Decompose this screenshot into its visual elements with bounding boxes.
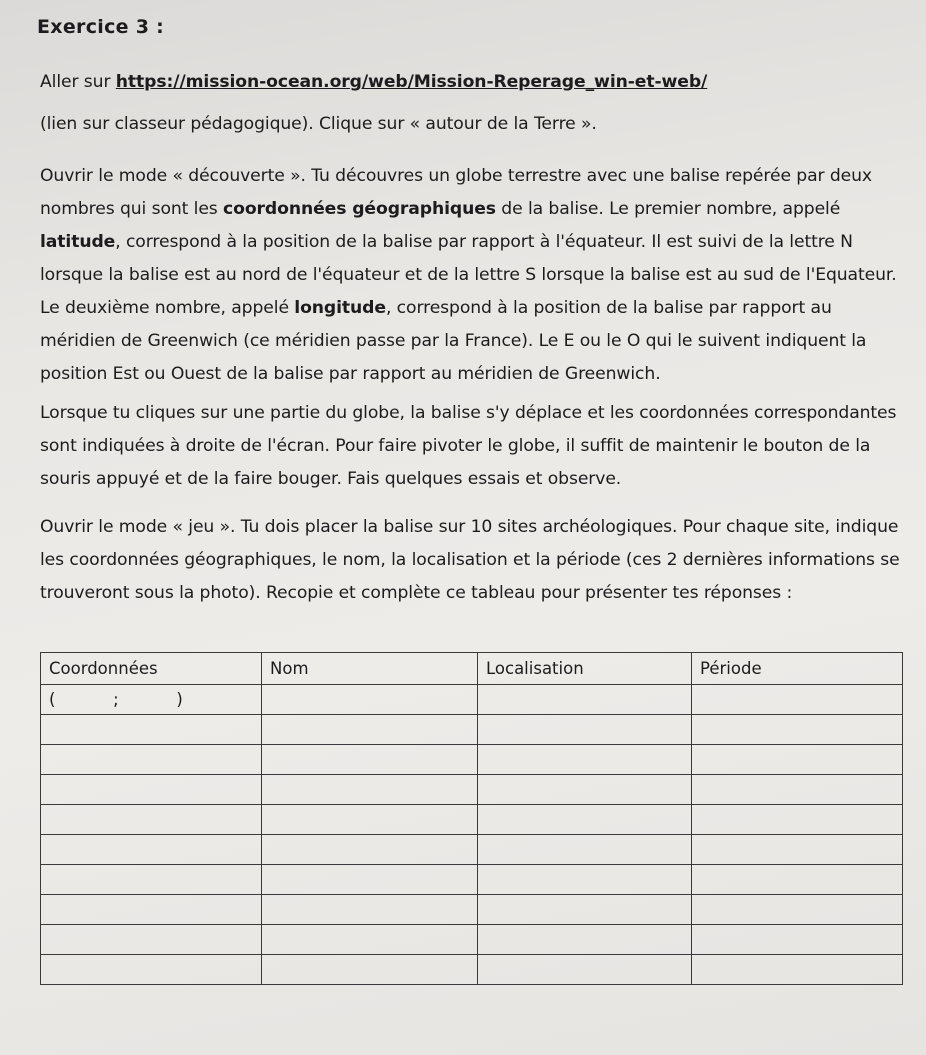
term-latitude: latitude (40, 232, 116, 252)
coordinates-cell[interactable]: ( ; ) (41, 685, 262, 715)
period-cell[interactable] (692, 685, 903, 715)
location-cell[interactable] (478, 865, 692, 895)
coordinates-cell[interactable] (41, 925, 262, 955)
name-cell[interactable] (262, 895, 478, 925)
discovery-text-3: , correspond à la position de la balise par rapport à l'équateur. Il est suivi de la lettre N lorsque la balise est au nord de l'équateur et de la lettre S lorsque la balise est au sud de l'Equateur. Le deuxième nombre, appelé (40, 232, 897, 318)
game-paragraph: Ouvrir le mode « jeu ». Tu dois placer la balise sur 10 sites archéologiques. Pour chaque site, indique les coordonnées géographiques, le nom, la localisation et la période (ces 2 dernières informations se trouveront sous la photo). Recopie et complète ce tableau pour présenter tes réponses : (40, 517, 900, 603)
period-cell[interactable] (692, 835, 903, 865)
table-row (41, 715, 903, 745)
header-coordinates: Coordonnées (41, 653, 262, 685)
exercise-title: Exercice 3 : (37, 16, 165, 38)
period-cell[interactable] (692, 865, 903, 895)
period-cell[interactable] (692, 775, 903, 805)
name-cell[interactable] (262, 835, 478, 865)
table-row (41, 955, 903, 985)
period-cell[interactable] (692, 745, 903, 775)
header-name: Nom (262, 653, 478, 685)
coordinates-cell[interactable] (41, 835, 262, 865)
table-header-row (41, 653, 903, 685)
location-cell[interactable] (478, 835, 692, 865)
period-cell[interactable] (692, 715, 903, 745)
period-cell[interactable] (692, 955, 903, 985)
intro-line (40, 66, 906, 99)
mission-ocean-link[interactable]: https://mission-ocean.org/web/Mission-Reperage_win-et-web/ (115, 72, 708, 92)
table-row (41, 865, 903, 895)
location-cell[interactable] (478, 715, 692, 745)
name-cell[interactable] (262, 685, 478, 715)
table-row (41, 805, 903, 835)
table-body (41, 685, 903, 985)
location-cell[interactable] (478, 775, 692, 805)
name-cell[interactable] (262, 955, 478, 985)
table-row (41, 745, 903, 775)
location-cell[interactable] (478, 805, 692, 835)
term-geographic-coordinates: coordonnées géographiques (223, 199, 496, 219)
period-cell[interactable] (692, 805, 903, 835)
coordinates-cell[interactable] (41, 775, 262, 805)
table-row (41, 925, 903, 955)
discovery-text-4: , correspond à la position de la balise par rapport au méridien de Greenwich (ce méridien passe par la France). Le E ou le O qui le suivent indiquent la position Est ou Ouest de la balise par rapport au méridien de Greenwich. (40, 298, 867, 384)
period-cell[interactable] (692, 925, 903, 955)
coordinates-cell[interactable] (41, 805, 262, 835)
table-row (41, 685, 903, 715)
coordinates-cell[interactable] (41, 955, 262, 985)
click-paragraph: Lorsque tu cliques sur une partie du globe, la balise s'y déplace et les coordonnées correspondantes sont indiquées à droite de l'écran. Pour faire pivoter le globe, il suffit de maintenir le bouton de la souris appuyé et de la faire bouger. Fais quelques essais et observe. (40, 403, 897, 489)
intro-line-2: (lien sur classeur pédagogique). Clique sur « autour de la Terre ». (40, 114, 597, 134)
discovery-text-1: Ouvrir le mode « découverte ». Tu découvres un globe terrestre avec une balise repérée par deux nombres qui sont les (40, 166, 873, 219)
name-cell[interactable] (262, 925, 478, 955)
header-location: Localisation (478, 653, 692, 685)
location-cell[interactable] (478, 895, 692, 925)
name-cell[interactable] (262, 745, 478, 775)
coordinates-cell[interactable] (41, 715, 262, 745)
coordinates-cell[interactable] (41, 895, 262, 925)
name-cell[interactable] (262, 715, 478, 745)
coordinates-cell[interactable] (41, 865, 262, 895)
table-row (41, 835, 903, 865)
header-period: Période (692, 653, 903, 685)
location-cell[interactable] (478, 955, 692, 985)
name-cell[interactable] (262, 865, 478, 895)
discovery-paragraph (40, 160, 906, 391)
term-longitude: longitude (294, 298, 386, 318)
location-cell[interactable] (478, 745, 692, 775)
period-cell[interactable] (692, 895, 903, 925)
table-row (41, 895, 903, 925)
table-row (41, 775, 903, 805)
coordinates-cell[interactable] (41, 745, 262, 775)
intro-prefix: Aller sur (40, 72, 116, 92)
discovery-text-2: de la balise. Le premier nombre, appelé (495, 199, 841, 219)
name-cell[interactable] (262, 805, 478, 835)
name-cell[interactable] (262, 775, 478, 805)
location-cell[interactable] (478, 925, 692, 955)
answers-table (40, 652, 903, 985)
location-cell[interactable] (478, 685, 692, 715)
